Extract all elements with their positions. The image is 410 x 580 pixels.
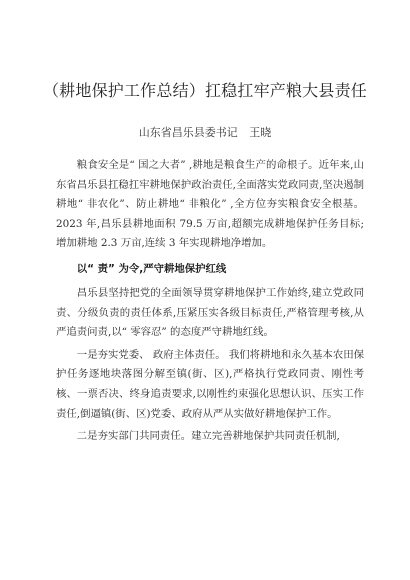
section-paragraph: 二是夯实部门共同责任。建立完善耕地保护共同责任机制, (76, 430, 340, 443)
author-org: 山东省昌乐县委书记 (138, 126, 238, 139)
section-heading: 以“ 责” 为令,严守耕地保护红线 (76, 262, 227, 275)
document-body (56, 156, 364, 447)
author-name: 王晓 (249, 126, 272, 139)
intro-paragraph: 粮食安全是“ 国之大者” ,耕地是粮食生产的命根子。近年来,山东省昌乐县扛稳扛牢耕地保护政治责任,全面落实党政同责,坚决遏制耕地“ 非农化”、防止耕地“ 非粮化” ,全方位夯实粮食安全根基。2023 年,昌乐县耕地面积 79.5 万亩,超额完成耕地保护任务目标;增加耕地 2.3 万亩,连续 3 年实现耕地净增加。 (56, 159, 364, 250)
byline (0, 124, 410, 140)
document-title: （耕地保护工作总结）扛稳扛牢产粮大县责任 (42, 81, 367, 100)
section-paragraph: 昌乐县坚持把党的全面领导贯穿耕地保护工作始终,建立党政同责、分级负责的责任体系,压紧压实各级目标责任,严格管理考核,从严追责问责,以“ 零容忍” 的态度严守耕地红线。 (56, 286, 364, 339)
section-paragraph: 一是夯实党委、 政府主体责任。 我们将耕地和永久基本农田保护任务逐地块落图分解至镇(街、区),严格执行党政同责、刚性考核、一票否决、终身追责要求,以刚性约束强化思想认识、压实工作责任,倒逼镇(街、区)党委、政府从严从实做好耕地保护工作。 (56, 348, 364, 420)
